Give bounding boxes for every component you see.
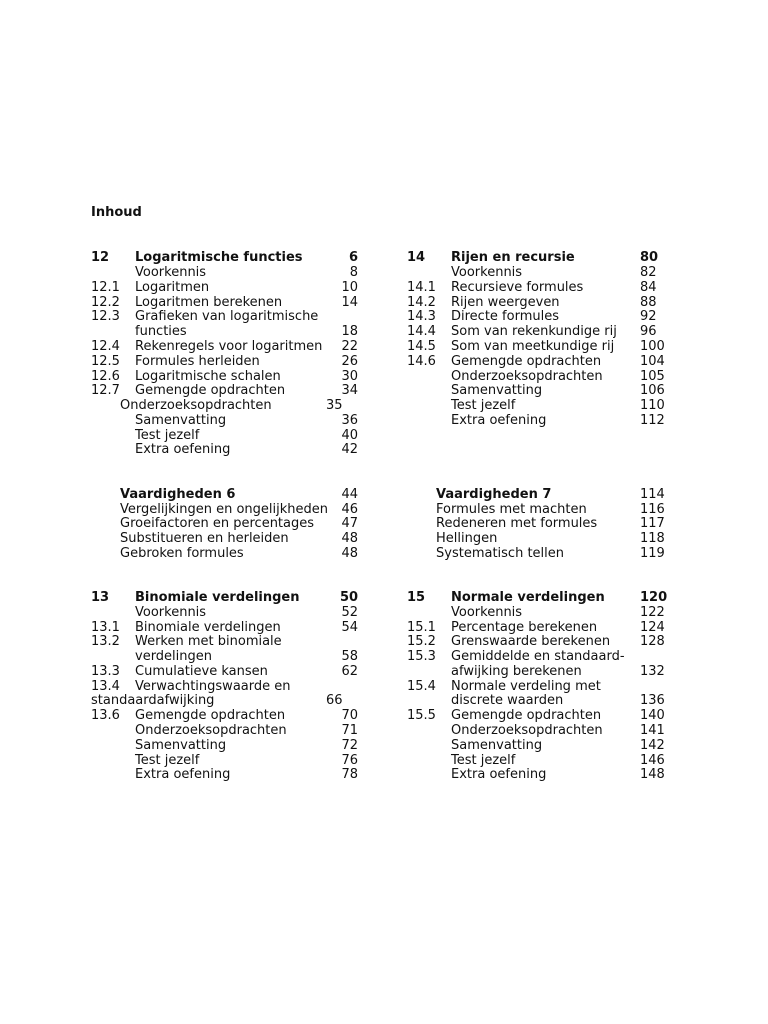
toc-entry-page: 70 [341,708,358,723]
chapter-page: 6 [348,250,358,265]
toc-entry-number: 12.6 [91,369,120,384]
chapter-number: 12 [91,250,110,265]
toc-entry-number: 14.1 [407,280,436,295]
chapter-page: 50 [340,590,359,605]
toc-entry-label: Onderzoeksopdrachten [120,398,272,413]
toc-entry-label: Extra oefening [451,413,547,428]
toc-entry-label: Gemengde opdrachten [451,708,602,723]
chapter-number: 13 [91,590,110,605]
toc-entry-page: 118 [640,531,665,546]
toc-entry-label: Redeneren met formules [436,516,598,531]
toc-entry-label: Groeifactoren en percentages [120,516,315,531]
toc-entry-page: 22 [341,339,358,354]
toc-entry-number: 14.2 [407,295,436,310]
toc-entry-label: Formules met machten [436,502,587,517]
toc-entry-number: 12.7 [91,383,120,398]
toc-entry-page: 48 [341,546,358,561]
toc-entry-page: 30 [341,369,358,384]
toc-entry-label: Rijen weergeven [451,295,560,310]
toc-entry-label: Extra oefening [135,767,231,782]
toc-entry-number: 15.5 [407,708,436,723]
toc-entry-label: Gemengde opdrachten [135,383,286,398]
toc-entry-number: 15.4 [407,679,436,694]
toc-entry-page: 112 [640,413,665,428]
toc-entry-label: Rekenregels voor logaritmen [135,339,323,354]
toc-entry-page: 82 [640,265,657,280]
toc-entry-number: 14.4 [407,324,436,339]
toc-entry-label: Formules herleiden [135,354,260,369]
toc-entry-label: Grafieken van logaritmische [135,309,319,324]
toc-entry-page: 141 [640,723,665,738]
toc-entry-label: Samenvatting [451,738,543,753]
toc-entry-label: Logaritmische schalen [135,369,281,384]
toc-entry-number: 13.6 [91,708,120,723]
chapter-title: Normale verdelingen [451,590,605,605]
chapter-title: Rijen en recursie [451,250,575,265]
toc-entry-label: Som van meetkundige rij [451,339,615,354]
toc-entry-label: Hellingen [436,531,498,546]
toc-entry-page: 116 [640,502,665,517]
toc-entry-page: 18 [341,324,358,339]
skills-title: Vaardigheden 7 [436,487,552,502]
toc-entry-number: 12.5 [91,354,120,369]
toc-entry-page: 48 [341,531,358,546]
toc-entry-page: 71 [341,723,358,738]
toc-entry-label: Gemengde opdrachten [135,708,286,723]
toc-entry-label: Systematisch tellen [436,546,565,561]
toc-entry-page: 142 [640,738,665,753]
toc-entry-number: 13.2 [91,634,120,649]
toc-entry-label: Test jezelf [451,753,516,768]
toc-entry-number: 13.1 [91,620,120,635]
toc-entry-number: 13.3 [91,664,120,679]
toc-entry-page: 14 [341,295,358,310]
chapter-title: Binomiale verdelingen [135,590,300,605]
toc-entry-page: 84 [640,280,657,295]
toc-entry-page: 46 [341,502,358,517]
toc-entry-label: Substitueren en herleiden [120,531,289,546]
toc-entry-label: functies [135,324,187,339]
toc-entry-label: Extra oefening [451,767,547,782]
toc-entry-label: Recursieve formules [451,280,584,295]
toc-entry-label: Vergelijkingen en ongelijkheden [120,502,328,517]
toc-entry-label: Werken met binomiale [135,634,282,649]
toc-entry-page: 34 [341,383,358,398]
toc-entry-page: 52 [341,605,358,620]
toc-entry-page: 54 [341,620,358,635]
toc-entry-page: 40 [341,428,358,443]
toc-entry-number: 15.3 [407,649,436,664]
toc-entry-label: Logaritmen berekenen [135,295,283,310]
toc-entry-label: Logaritmen [135,280,210,295]
toc-entry-label: Voorkennis [451,605,523,620]
toc-entry-page: 124 [640,620,665,635]
toc-entry-label: Onderzoeksopdrachten [451,369,603,384]
toc-entry-label: Gemiddelde en standaard- [451,649,625,664]
toc-entry-page: 122 [640,605,665,620]
toc-entry-label: Normale verdeling met [451,679,601,694]
toc-entry-page: 100 [640,339,665,354]
toc-entry-number: 14.3 [407,309,436,324]
toc-entry-page: 47 [341,516,358,531]
toc-entry-page: 35 [326,398,343,413]
chapter-title: Logaritmische functies [135,250,303,265]
toc-entry-label: Som van rekenkundige rij [451,324,617,339]
toc-entry-page: 146 [640,753,665,768]
skills-page: 114 [640,487,665,502]
toc-entry-page: 119 [640,546,665,561]
toc-entry-page: 106 [640,383,665,398]
toc-entry-page: 132 [640,664,665,679]
chapter-page: 80 [640,250,659,265]
toc-entry-page: 148 [640,767,665,782]
toc-entry-label: Test jezelf [135,753,200,768]
toc-entry-page: 42 [341,442,358,457]
toc-entry-label: Verwachtingswaarde en [135,679,291,694]
toc-entry-page: 110 [640,398,665,413]
toc-entry-page: 8 [349,265,358,280]
toc-entry-label: Gemengde opdrachten [451,354,602,369]
toc-entry-label: Test jezelf [451,398,516,413]
toc-entry-page: 10 [341,280,358,295]
chapter-number: 15 [407,590,426,605]
toc-entry-label: discrete waarden [451,693,564,708]
toc-entry-number: 15.2 [407,634,436,649]
skills-page: 44 [341,487,358,502]
toc-entry-page: 117 [640,516,665,531]
toc-entry-label: Voorkennis [451,265,523,280]
toc-entry-page: 128 [640,634,665,649]
toc-entry-label: Cumulatieve kansen [135,664,268,679]
toc-entry-label: Directe formules [451,309,559,324]
toc-entry-number: 13.4 [91,679,120,694]
toc-entry-label: Extra oefening [135,442,231,457]
toc-entry-label: Test jezelf [135,428,200,443]
toc-entry-label: Samenvatting [135,738,227,753]
toc-entry-page: 78 [341,767,358,782]
toc-entry-page: 58 [341,649,358,664]
toc-entry-number: 12.2 [91,295,120,310]
toc-entry-label: Onderzoeksopdrachten [135,723,287,738]
toc-entry-number: 12.4 [91,339,120,354]
toc-entry-label: Grenswaarde berekenen [451,634,611,649]
toc-entry-page: 26 [341,354,358,369]
toc-entry-label: verdelingen [135,649,213,664]
skills-title: Vaardigheden 6 [120,487,236,502]
toc-entry-label: Percentage berekenen [451,620,598,635]
toc-entry-label: Binomiale verdelingen [135,620,281,635]
toc-entry-page: 36 [341,413,358,428]
toc-entry-label: Samenvatting [451,383,543,398]
toc-entry-label: Voorkennis [135,265,207,280]
toc-entry-label: Samenvatting [135,413,227,428]
toc-entry-page: 88 [640,295,657,310]
toc-entry-label: Gebroken formules [120,546,244,561]
toc-entry-label: Onderzoeksopdrachten [451,723,603,738]
toc-entry-page: 72 [341,738,358,753]
toc-entry-page: 76 [341,753,358,768]
toc-entry-page: 66 [326,693,343,708]
toc-title: Inhoud [91,205,142,220]
chapter-number: 14 [407,250,426,265]
toc-entry-page: 96 [640,324,657,339]
toc-entry-page: 140 [640,708,665,723]
toc-entry-page: 62 [341,664,358,679]
toc-entry-number: 12.1 [91,280,120,295]
toc-entry-number: 14.5 [407,339,436,354]
toc-entry-number: 15.1 [407,620,436,635]
toc-entry-label: afwijking berekenen [451,664,582,679]
toc-entry-page: 104 [640,354,665,369]
toc-entry-page: 105 [640,369,665,384]
toc-entry-number: 14.6 [407,354,436,369]
toc-entry-label: Voorkennis [135,605,207,620]
toc-entry-label: standaardafwijking [91,693,215,708]
chapter-page: 120 [640,590,668,605]
toc-entry-page: 92 [640,309,657,324]
toc-entry-page: 136 [640,693,665,708]
toc-entry-number: 12.3 [91,309,120,324]
